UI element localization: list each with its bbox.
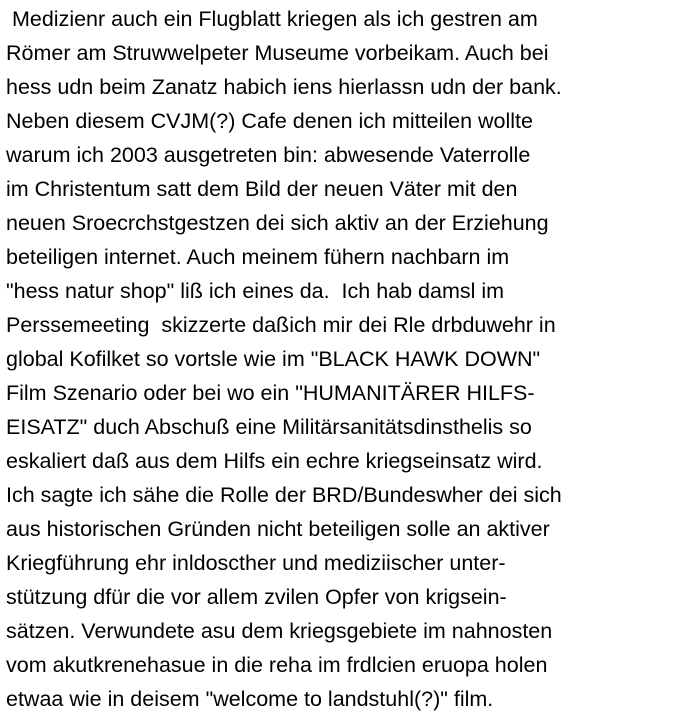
text-line: Film Szenario oder bei wo ein "HUMANITÄRER HILFS- (6, 381, 535, 405)
handwritten-text-block (6, 4, 682, 718)
text-line: Perssemeeting skizzerte daßich mir dei Rle drbduwehr in (6, 313, 556, 337)
text-line: Ich sagte ich sähe die Rolle der BRD/Bundeswher dei sich (6, 483, 562, 507)
text-line: aus historischen Gründen nicht beteiligen solle an aktiver (6, 517, 550, 541)
text-line: stützung dfür die vor allem zvilen Opfer von krigsein- (6, 585, 507, 609)
text-line: Römer am Struwwelpeter Museume vorbeikam. Auch bei (6, 41, 549, 65)
text-line: Neben diesem CVJM(?) Cafe denen ich mitteilen wollte (6, 109, 533, 133)
text-line: etwaa wie in deisem "welcome to landstuhl(?)" film. (6, 687, 494, 711)
text-line: im Christentum satt dem Bild der neuen Väter mit den (6, 177, 518, 201)
text-line: eskaliert daß aus dem Hilfs ein echre kriegseinsatz wird. (6, 449, 543, 473)
text-line: vom akutkrenehasue in die reha im frdlcien eruopa holen (6, 653, 548, 677)
text-line: warum ich 2003 ausgetreten bin: abwesende Vaterrolle (6, 143, 531, 167)
text-line: "hess natur shop" liß ich eines da. Ich hab damsl im (6, 279, 505, 303)
text-line: Medizienr auch ein Flugblatt kriegen als ich gestren am (6, 7, 538, 31)
text-line: global Kofilket so vortsle wie im "BLACK HAWK DOWN" (6, 347, 541, 371)
text-line: EISATZ" duch Abschuß eine Militärsanitätsdinsthelis so (6, 415, 532, 439)
text-line: Kriegführung ehr inldoscther und mediziischer unter- (6, 551, 506, 575)
text-line: sätzen. Verwundete asu dem kriegsgebiete im nahnosten (6, 619, 553, 643)
text-line: hess udn beim Zanatz habich iens hierlassn udn der bank. (6, 75, 562, 99)
text-line: beteiligen internet. Auch meinem fühern nachbarn im (6, 245, 510, 269)
text-line: neuen Sroecrchstgestzen dei sich aktiv an der Erziehung (6, 211, 549, 235)
